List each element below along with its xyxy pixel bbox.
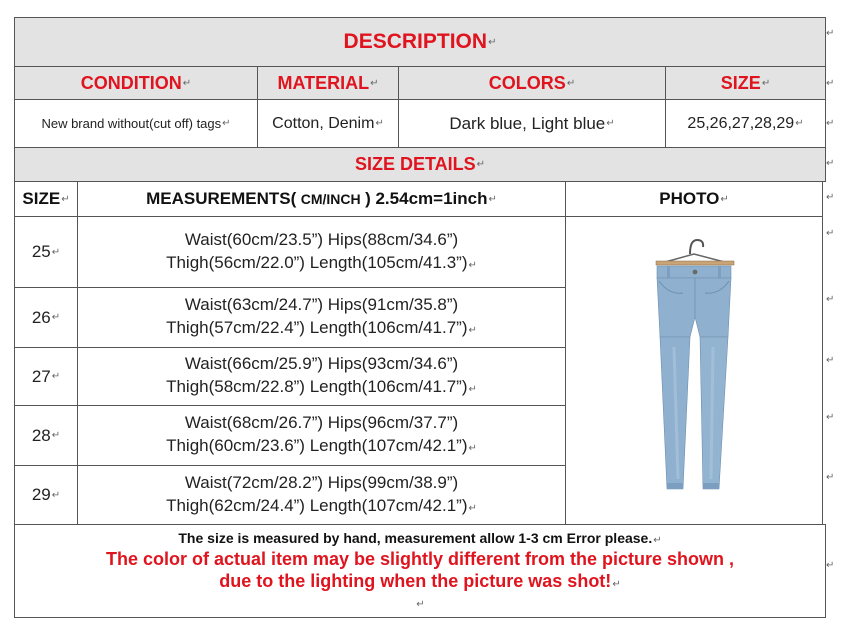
colors-value-cell bbox=[398, 99, 666, 148]
description-title: DESCRIPTION bbox=[343, 30, 488, 53]
col-size-label: SIZE bbox=[22, 189, 61, 208]
margin-paragraph-mark: ↵ bbox=[826, 472, 835, 483]
paragraph-mark: ↵ bbox=[51, 430, 61, 441]
measure-cell-28 bbox=[77, 405, 566, 466]
measure-cell-29 bbox=[77, 465, 566, 525]
paragraph-mark: ↵ bbox=[51, 246, 61, 258]
paragraph-mark: ↵ bbox=[468, 325, 477, 336]
paragraph-mark: ↵ bbox=[375, 118, 384, 129]
size-cell-26 bbox=[14, 287, 78, 348]
size-label: SIZE bbox=[720, 72, 761, 93]
paragraph-mark: ↵ bbox=[51, 312, 61, 323]
measure-cell-26 bbox=[77, 287, 566, 348]
measure-line-2: Thigh(58cm/22.8”) Length(106cm/41.7”) bbox=[166, 377, 468, 396]
size-cell-27 bbox=[14, 347, 78, 406]
paragraph-mark: ↵ bbox=[468, 384, 477, 395]
size-number: 25 bbox=[31, 242, 51, 261]
margin-paragraph-mark: ↵ bbox=[826, 412, 835, 423]
measure-line-2: Thigh(56cm/22.0”) Length(105cm/41.3”) bbox=[166, 252, 468, 272]
condition-value-cell bbox=[14, 99, 258, 148]
paragraph-mark: ↵ bbox=[370, 77, 379, 89]
measure-line-2: Thigh(57cm/22.4”) Length(106cm/41.7”) bbox=[166, 318, 468, 337]
margin-paragraph-mark: ↵ bbox=[826, 158, 835, 169]
col-measurements-label-c: ) 2.54cm=1inch bbox=[365, 189, 488, 208]
description-header bbox=[14, 17, 826, 67]
paragraph-mark: ↵ bbox=[468, 443, 477, 454]
measure-line-1: Waist(66cm/25.9”) Hips(93cm/34.6”) bbox=[184, 354, 459, 373]
margin-paragraph-mark: ↵ bbox=[826, 228, 835, 239]
paragraph-mark: ↵ bbox=[653, 535, 662, 546]
colors-label: COLORS bbox=[488, 72, 566, 93]
paragraph-mark: ↵ bbox=[51, 489, 61, 501]
size-number: 29 bbox=[31, 485, 51, 504]
paragraph-mark: ↵ bbox=[488, 36, 497, 48]
margin-paragraph-mark: ↵ bbox=[826, 192, 835, 203]
size-cell-29 bbox=[14, 465, 78, 525]
paragraph-mark: ↵ bbox=[51, 371, 61, 382]
paragraph-mark: ↵ bbox=[416, 599, 425, 610]
material-value: Cotton, Denim bbox=[272, 114, 375, 132]
colors-label-cell bbox=[398, 66, 666, 100]
size-number: 27 bbox=[31, 366, 51, 386]
col-measurements-header bbox=[77, 181, 566, 217]
note-measurement: The size is measured by hand, measurement allow 1-3 cm Error please. bbox=[178, 530, 653, 546]
measure-cell-27 bbox=[77, 347, 566, 406]
material-label: MATERIAL bbox=[277, 72, 370, 93]
margin-paragraph-mark: ↵ bbox=[826, 355, 835, 366]
paragraph-mark: ↵ bbox=[795, 118, 804, 129]
col-photo-label: PHOTO bbox=[659, 189, 720, 208]
size-label-cell bbox=[665, 66, 826, 100]
jeans-photo bbox=[566, 217, 822, 524]
condition-value: New brand without(cut off) tags bbox=[41, 116, 222, 131]
size-details-header bbox=[14, 147, 826, 182]
note-color-line-2: due to the lighting when the picture was shot! bbox=[219, 571, 612, 591]
size-details-title: SIZE DETAILS bbox=[354, 154, 476, 174]
size-number: 26 bbox=[31, 307, 51, 327]
condition-label-cell bbox=[14, 66, 258, 100]
material-label-cell bbox=[257, 66, 399, 100]
margin-paragraph-mark: ↵ bbox=[826, 560, 835, 571]
photo-cell bbox=[565, 216, 823, 525]
colors-value: Dark blue, Light blue bbox=[449, 113, 606, 133]
size-cell-28 bbox=[14, 405, 78, 466]
paragraph-mark: ↵ bbox=[606, 118, 615, 129]
paragraph-mark: ↵ bbox=[761, 77, 771, 89]
paragraph-mark: ↵ bbox=[468, 259, 477, 271]
paragraph-mark: ↵ bbox=[566, 77, 576, 89]
size-value-cell bbox=[665, 99, 826, 148]
paragraph-mark: ↵ bbox=[468, 502, 477, 514]
paragraph-mark: ↵ bbox=[612, 579, 621, 590]
paragraph-mark: ↵ bbox=[476, 159, 486, 170]
paragraph-mark: ↵ bbox=[488, 193, 497, 205]
paragraph-mark: ↵ bbox=[222, 118, 231, 129]
jeans-shape bbox=[657, 266, 731, 489]
hanger-icon bbox=[656, 240, 734, 265]
material-value-cell bbox=[257, 99, 399, 148]
measure-line-2: Thigh(62cm/24.4”) Length(107cm/42.1”) bbox=[166, 495, 468, 515]
col-size-header bbox=[14, 181, 78, 217]
size-cell-25 bbox=[14, 216, 78, 288]
measure-cell-25 bbox=[77, 216, 566, 288]
condition-label: CONDITION bbox=[80, 72, 182, 93]
margin-paragraph-mark: ↵ bbox=[826, 78, 835, 89]
margin-paragraph-mark: ↵ bbox=[826, 294, 835, 305]
paragraph-mark: ↵ bbox=[720, 193, 729, 205]
paragraph-mark: ↵ bbox=[61, 193, 70, 205]
col-measurements-unit: CM/INCH bbox=[300, 191, 361, 207]
col-photo-header bbox=[565, 181, 823, 217]
margin-paragraph-mark: ↵ bbox=[826, 28, 835, 39]
measure-line-1: Waist(60cm/23.5”) Hips(88cm/34.6”) bbox=[184, 229, 459, 249]
measure-line-2: Thigh(60cm/23.6”) Length(107cm/42.1”) bbox=[166, 436, 468, 455]
measure-line-1: Waist(68cm/26.7”) Hips(96cm/37.7”) bbox=[184, 413, 459, 432]
note-color-line-1: The color of actual item may be slightly different from the picture shown , bbox=[105, 549, 735, 569]
size-value: 25,26,27,28,29 bbox=[687, 114, 795, 132]
notes-box bbox=[14, 524, 826, 618]
margin-paragraph-mark: ↵ bbox=[826, 118, 835, 129]
measure-line-1: Waist(72cm/28.2”) Hips(99cm/38.9”) bbox=[184, 472, 459, 492]
size-number: 28 bbox=[31, 425, 51, 445]
col-measurements-label-a: MEASUREMENTS( bbox=[146, 189, 297, 208]
paragraph-mark: ↵ bbox=[182, 77, 192, 89]
measure-line-1: Waist(63cm/24.7”) Hips(91cm/35.8”) bbox=[184, 295, 459, 314]
